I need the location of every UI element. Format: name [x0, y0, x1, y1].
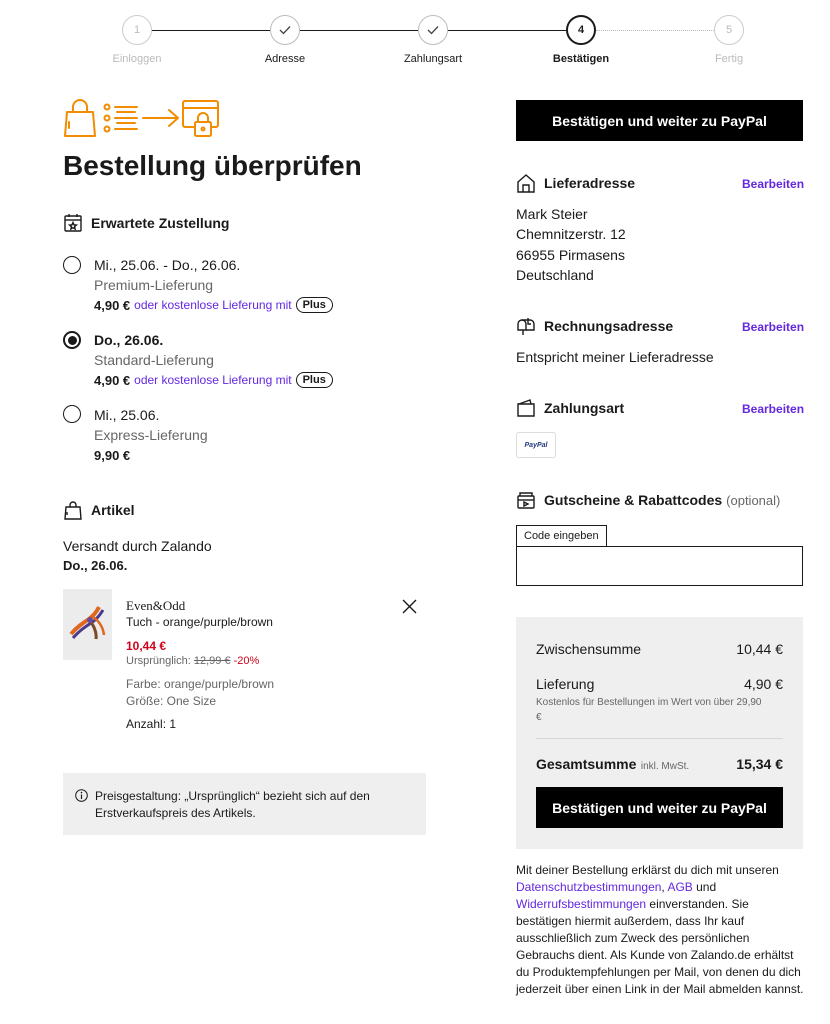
step-login-label: Einloggen [112, 53, 162, 65]
shipping-address-title: Lieferadresse [516, 173, 635, 193]
total-label-row [536, 756, 689, 774]
delivery-value: 4,90 € [744, 676, 783, 692]
original-price: 12,99 € [193, 655, 231, 667]
product-original-price-row: Ursprünglich: 12,99 € -20% [126, 655, 260, 667]
stepper-line [152, 30, 270, 31]
step-confirm-label: Bestätigen [552, 53, 610, 65]
delivery-option-price-row [94, 448, 130, 463]
stepper-line [448, 30, 566, 31]
delivery-option-price-row [94, 372, 333, 388]
address-line: Deutschland [516, 267, 594, 283]
delivery-option-price: 9,90 € [94, 448, 131, 463]
price-info-text: Preisgestaltung: „Ursprünglich“ bezieht sich auf den Erstverkaufspreis des Artikels. [95, 789, 370, 820]
product-color: Farbe: orange/purple/brown [126, 677, 275, 691]
shipped-by-text: Versandt durch Zalando [63, 538, 212, 554]
legal-text: Mit deiner Bestellung erklärst du dich mit unseren Datenschutzbestimmungen, AGB und Widerrufsbestimmungen einverstanden. Sie bestätigen hiermit außerdem, dass Ihr kauf ausschließlich zum Zweck des persönlichen Gebrauchs dient. Als Kunde von Zalando.de erhältst du Produktempfehlungen per Mail, von denen du dich jederzeit über einen Link in der Mail abmelden kannst. [516, 863, 804, 996]
product-sale-price: 10,44 € [126, 639, 167, 653]
stepper-line [596, 30, 714, 31]
confirm-paypal-button-top[interactable]: Bestätigen und weiter zu PayPal [516, 100, 803, 141]
plus-promo-link[interactable]: oder kostenlose Lieferung mit [134, 298, 292, 312]
product-image[interactable] [63, 589, 112, 660]
delivery-option-price: 4,90 € [94, 372, 131, 388]
page-title: Bestellung überprüfen [63, 150, 362, 181]
order-summary [516, 617, 803, 849]
step-payment-label[interactable]: Zahlungsart [403, 53, 463, 65]
edit-shipping-address-link[interactable]: Bearbeiten [742, 177, 805, 191]
articles-section-title: Artikel [63, 500, 135, 520]
stepper-line [300, 30, 418, 31]
delivery-option-type: Express-Lieferung [94, 427, 208, 443]
confirm-paypal-button-bottom[interactable]: Bestätigen und weiter zu PayPal [536, 787, 783, 828]
price-info-box [63, 773, 426, 835]
step-address-label[interactable]: Adresse [264, 53, 306, 65]
address-line: Chemnitzerstr. 12 [516, 226, 626, 242]
calendar-star-icon [63, 213, 83, 233]
close-icon[interactable] [402, 599, 417, 614]
terms-link[interactable]: AGB [667, 880, 693, 894]
wallet-icon [516, 398, 536, 418]
product-size: Größe: One Size [126, 694, 217, 708]
check-icon [427, 25, 439, 35]
delivery-option-price: 4,90 € [94, 297, 131, 313]
subtotal-label: Zwischensumme [536, 641, 642, 657]
discount-badge: -20% [233, 655, 260, 667]
article-delivery-date: Do., 26.06. [63, 558, 128, 573]
paypal-logo [516, 432, 556, 458]
delivery-option-type: Premium-Lieferung [94, 277, 214, 293]
total-value: 15,34 € [736, 756, 783, 772]
delivery-option-date: Mi., 25.06. - Do., 26.06. [94, 257, 241, 273]
step-done-label: Fertig [714, 53, 744, 65]
payment-method-title: Zahlungsart [516, 398, 624, 418]
address-line: Mark Steier [516, 206, 588, 222]
edit-payment-method-link[interactable]: Bearbeiten [742, 402, 805, 416]
edit-billing-address-link[interactable]: Bearbeiten [742, 320, 805, 334]
delivery-option-date: Do., 26.06. [94, 332, 164, 348]
plus-badge: Plus [296, 372, 333, 388]
delivery-label: Lieferung [536, 676, 595, 692]
product-quantity: Anzahl: 1 [126, 717, 177, 731]
subtotal-value: 10,44 € [736, 641, 783, 657]
address-line: 66955 Pirmasens [516, 247, 625, 263]
voucher-optional-label: (optional) [726, 492, 781, 508]
total-label: Gesamtsumme [536, 756, 637, 772]
voucher-code-input[interactable] [516, 546, 803, 586]
delivery-section-title: Erwartete Zustellung [63, 213, 229, 233]
checkout-illustration [63, 98, 221, 140]
delivery-option-type: Standard-Lieferung [94, 352, 214, 368]
product-brand[interactable]: Even&Odd [126, 598, 186, 613]
plus-badge: Plus [296, 297, 333, 313]
delivery-option-premium-radio[interactable] [63, 256, 81, 274]
voucher-section-title: Gutscheine & Rabattcodes (optional) [516, 490, 780, 510]
step-address[interactable] [270, 15, 300, 45]
summary-divider [536, 738, 783, 739]
total-tax-note: inkl. MwSt. [640, 761, 690, 772]
info-icon [75, 789, 88, 802]
check-icon [279, 25, 291, 35]
product-name[interactable]: Tuch - orange/purple/brown [126, 615, 273, 629]
step-confirm: 4 [566, 15, 596, 45]
step-payment[interactable] [418, 15, 448, 45]
paypal-wordmark: PayPal [524, 441, 548, 449]
delivery-note: Kostenlos für Bestellungen im Wert von über 29,90 € [536, 697, 762, 723]
voucher-tab-label: Code eingeben [516, 525, 607, 546]
step-done: 5 [714, 15, 744, 45]
plus-promo-link[interactable]: oder kostenlose Lieferung mit [134, 373, 292, 387]
house-icon [516, 173, 536, 193]
voucher-icon [516, 490, 536, 510]
billing-address-title: Rechnungsadresse [516, 316, 673, 336]
billing-address-text: Entspricht meiner Lieferadresse [516, 349, 714, 365]
delivery-option-date: Mi., 25.06. [94, 407, 160, 423]
delivery-option-express-radio[interactable] [63, 405, 81, 423]
delivery-option-standard-radio[interactable] [63, 331, 81, 349]
withdrawal-policy-link[interactable]: Widerrufsbestimmungen [516, 897, 647, 911]
step-login: 1 [122, 15, 152, 45]
privacy-policy-link[interactable]: Datenschutzbestimmungen [516, 880, 662, 894]
mailbox-icon [516, 316, 536, 336]
delivery-option-price-row [94, 297, 333, 313]
shopping-bag-icon [63, 500, 83, 520]
